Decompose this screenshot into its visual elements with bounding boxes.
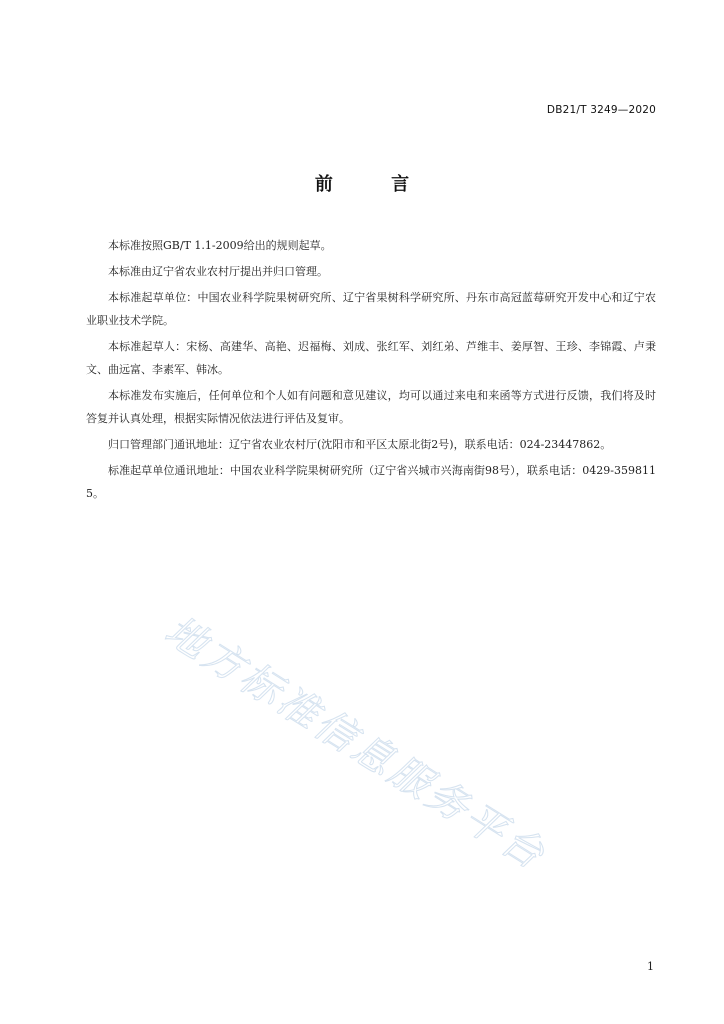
paragraph-drafting-units: 本标准起草单位：中国农业科学院果树研究所、辽宁省果树科学研究所、丹东市高冠蓝莓研究开发中心和辽宁农业职业技术学院。 — [86, 291, 656, 327]
paragraph-unit-address: 标准起草单位通讯地址：中国农业科学院果树研究所（辽宁省兴城市兴海南街98号），联系电话：0429-3598115。 — [86, 464, 656, 500]
watermark: 地方标准信息服务平台 — [156, 607, 555, 880]
page-title: 前 言 — [314, 174, 436, 195]
foreword-body — [86, 234, 656, 508]
paragraph-drafters: 本标准起草人：宋杨、高建华、高艳、迟福梅、刘成、张红军、刘红弟、芦维丰、姜厚智、王珍、李锦霞、卢秉文、曲远富、李素军、韩冰。 — [86, 340, 656, 376]
standard-number: DB21/T 3249—2020 — [546, 104, 656, 116]
paragraph-feedback: 本标准发布实施后，任何单位和个人如有问题和意见建议，均可以通过来电和来函等方式进行反馈，我们将及时答复并认真处理，根据实际情况依法进行评估及复审。 — [86, 389, 656, 425]
paragraph-authority-address: 归口管理部门通讯地址：辽宁省农业农村厅(沈阳市和平区太原北街2号)，联系电话：024-23447862。 — [108, 438, 612, 451]
page-number: 1 — [647, 960, 654, 973]
paragraph-proposer: 本标准由辽宁省农业农村厅提出并归口管理。 — [108, 265, 328, 278]
paragraph-drafting-rules: 本标准按照GB/T 1.1-2009给出的规则起草。 — [108, 239, 332, 252]
